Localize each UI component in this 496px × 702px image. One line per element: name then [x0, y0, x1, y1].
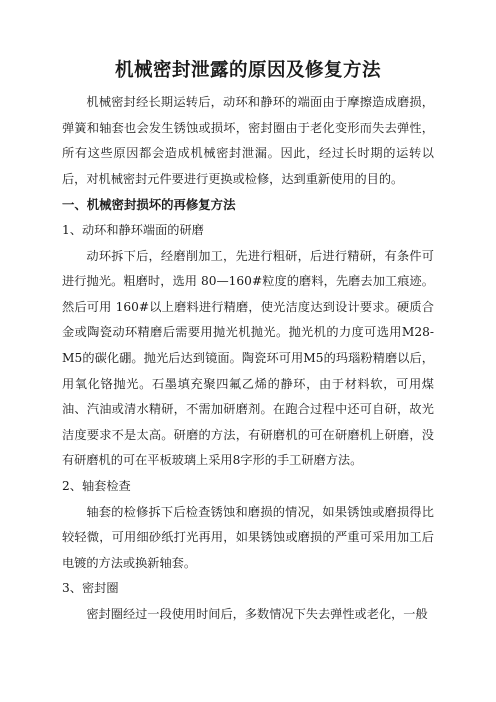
subsection-2-paragraph: 轴套的检修拆下后检查锈蚀和磨损的情况，如果锈蚀或磨损得比较轻微，可用细砂纸打光再用，如果锈蚀或磨损的严重可采用加工后电镀的方法或换新轴套。 [62, 504, 434, 570]
subsection-3-paragraph: 密封圈经过一段使用时间后，多数情况下失去弹性或老化，一般 [86, 606, 428, 621]
subsection-1-paragraph: 动环拆下后，经磨削加工，先进行粗研，后进行精研，有条件可进行抛光。粗磨时，选用 80—160#粒度的磨料，先磨去加工痕迹。然后可用 160#以上磨料进行精磨，使光洁度达到设计要求。硬质合金或陶瓷动环精磨后需要用抛光机抛光。抛光机的力度可选用M28-M5的碳化硼。抛光后达到镜面。陶瓷环可用M5的玛瑙粉精磨以后，用氧化铬抛光。石墨填充聚四氟乙烯的静环，由于材料软，可用煤油、汽油或清水精研，不需加研磨剂。在跑合过程中还可自研，故光洁度要求不是太高。研磨的方法，有研磨机的可在研磨机上研磨，没有研磨机的可在平板玻璃上采用8字形的手工研磨方法。 [62, 248, 434, 468]
document-page [62, 58, 434, 627]
subsection-heading-2: 2、轴套检查 [62, 478, 131, 493]
subsection-heading-3: 3、密封圈 [62, 581, 119, 596]
document-title: 机械密封泄露的原因及修复方法 [114, 60, 381, 81]
section-heading-1: 一、机械密封损坏的再修复方法 [62, 197, 236, 213]
intro-paragraph: 机械密封经长期运转后，动环和静环的端面由于摩擦造成磨损，弹簧和轴套也会发生锈蚀或损坏，密封圈由于老化变形而失去弹性，所有这些原因都会造成机械密封泄漏。因此，经过长时期的运转以后，对机械密封元件要进行更换或检修，达到重新使用的目的。 [62, 95, 434, 186]
subsection-heading-1: 1、动环和静环端面的研磨 [62, 222, 204, 237]
